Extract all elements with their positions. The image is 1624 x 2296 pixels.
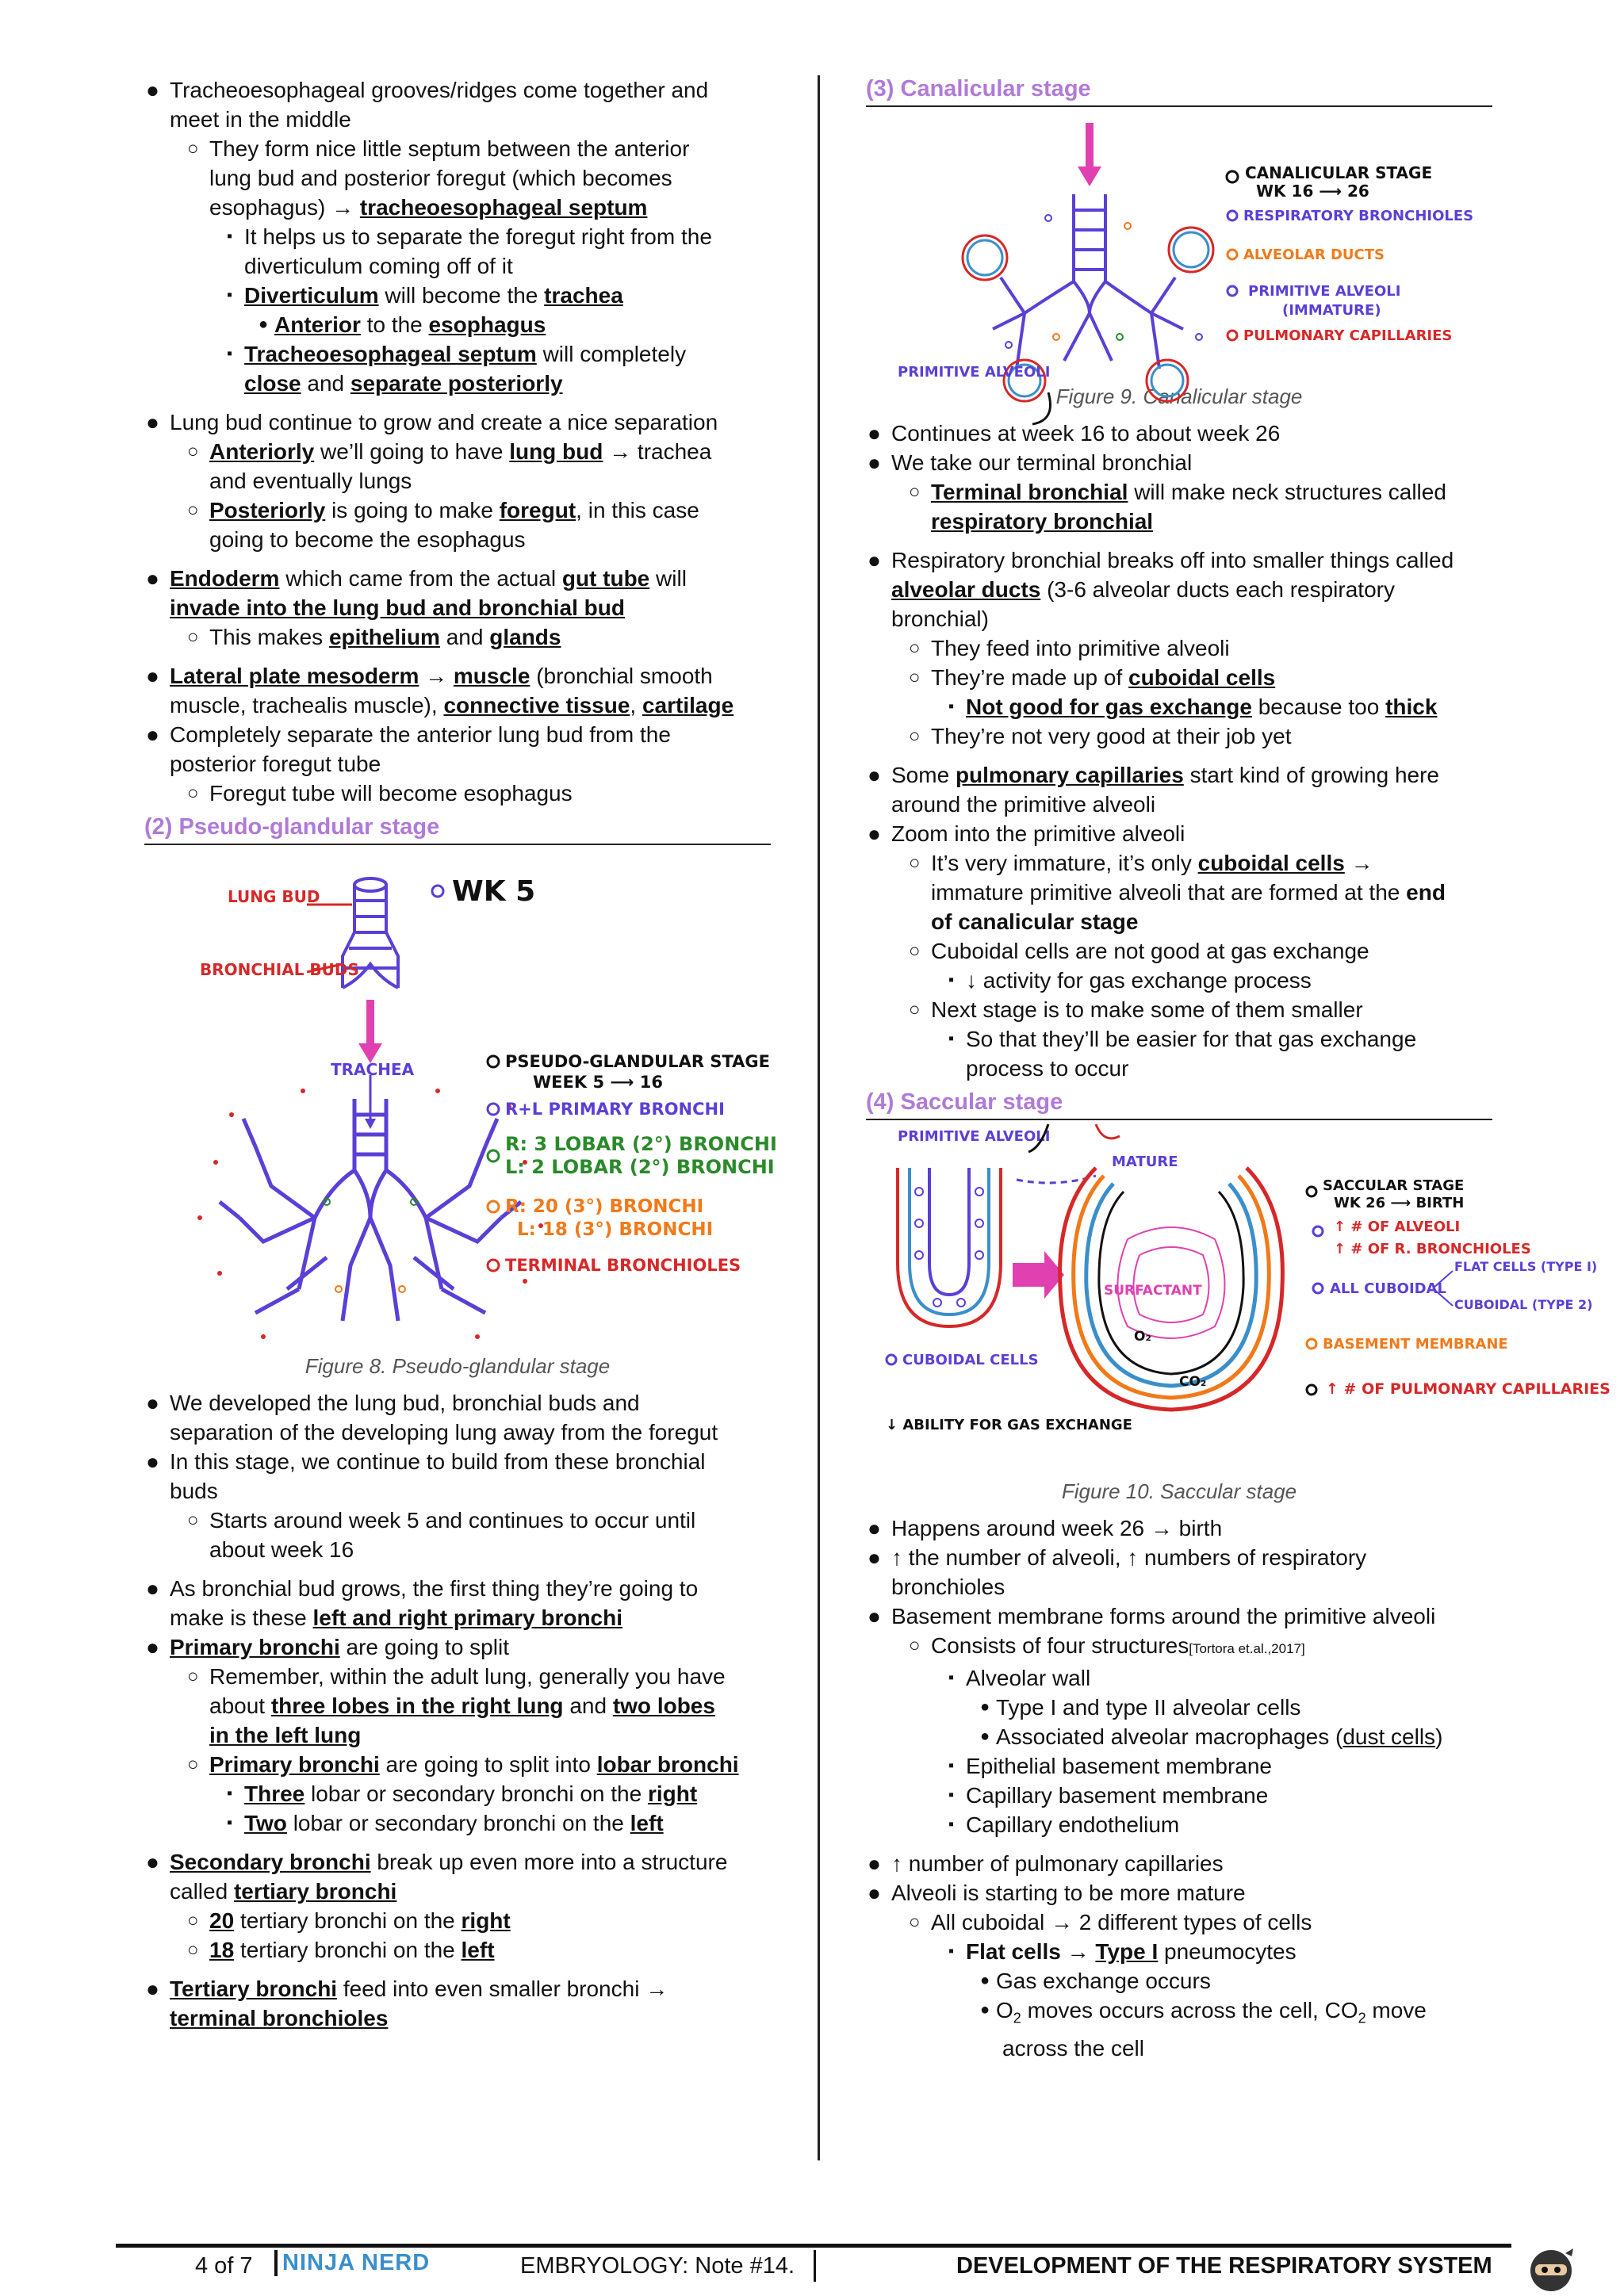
sub-cont: about week 16 (209, 1537, 354, 1562)
pseudoglandular-diagram (144, 845, 777, 1360)
sub-cont: going to become the esophagus (209, 527, 526, 552)
legend-tertiary-left: L: 18 (3°) BRONCHI (517, 1219, 714, 1240)
bullet-item: ● Tertiary bronchi feed into even smaller bronchi → (146, 1976, 668, 2001)
bullet-item: ● Lateral plate mesoderm → muscle (bronchial smooth (146, 664, 713, 688)
column-divider (818, 75, 820, 2160)
sub-cont: respiratory bronchial (931, 509, 1154, 534)
legend-weeks: WK 16 ⟶ 26 (1256, 182, 1369, 201)
legend-immature: (IMMATURE) (1282, 302, 1381, 319)
document-title: DEVELOPMENT OF THE RESPIRATORY SYSTEM (956, 2253, 1492, 2279)
bullet-item: ● As bronchial bud grows, the first thing they’re going to (146, 1576, 699, 1601)
sub-item: ○ It’s very immature, it’s only cuboidal cells → (909, 851, 1373, 875)
sub-item: ○ All cuboidal → 2 different types of cells (909, 1910, 1312, 1934)
subsub-item: ▪ Diverticulum will become the trachea (227, 283, 623, 308)
subsub-item: ▪ Capillary endothelium (948, 1812, 1180, 1837)
sub-item: ○ Remember, within the adult lung, generally you have (187, 1664, 726, 1689)
page-footer (116, 2244, 1591, 2283)
subsub-cont: process to occur (966, 1056, 1129, 1081)
sub-cont: lung bud and posterior foregut (which becomes (209, 166, 672, 190)
legend-stage: CANALICULAR STAGE (1245, 163, 1433, 182)
bullet-cont: separation of the developing lung away from the foregut (170, 1420, 718, 1445)
label-lung-bud: LUNG BUD (228, 887, 320, 906)
legend-lobar-left: L: 2 LOBAR (2°) BRONCHI (505, 1156, 775, 1178)
primitive-alveolus-drawing (898, 1168, 1001, 1326)
subsub-cont: close and separate posteriorly (244, 371, 563, 396)
sub-cont: in the left lung (209, 1723, 362, 1747)
bullet-item: ● Happens around week 26 → birth (868, 1516, 1223, 1540)
bullet-item: ● ↑ the number of alveoli, ↑ numbers of respiratory (868, 1545, 1367, 1570)
ninja-nerd-logo: NINJA NERD (274, 2250, 430, 2276)
note-label: EMBRYOLOGY: Note #14. (520, 2253, 795, 2279)
bullet-item: ● Endoderm which came from the actual gut tube will (146, 566, 687, 591)
bullet-item: ● Secondary bronchi break up even more into a structure (146, 1850, 728, 1874)
label-mature: MATURE (1112, 1154, 1178, 1170)
legend-pulmonary-capillaries: PULMONARY CAPILLARIES (1243, 327, 1453, 344)
bullet-cont: called tertiary bronchi (170, 1879, 397, 1904)
sub-item: ○ 18 tertiary bronchi on the left (187, 1938, 495, 1962)
bullet-cont: around the primitive alveoli (891, 792, 1156, 817)
bullet-cont: invade into the lung bud and bronchial bud (170, 595, 625, 620)
label-o2: O₂ (1134, 1329, 1151, 1345)
sub-item: ○ This makes epithelium and glands (187, 625, 561, 649)
legend-flat-cells: FLAT CELLS (TYPE I) (1454, 1259, 1598, 1274)
legend-cuboidal-type2: CUBOIDAL (TYPE 2) (1454, 1297, 1593, 1312)
sub-item: ○ Posteriorly is going to make foregut, in this case (187, 498, 699, 522)
label-cuboidal-cells: CUBOIDAL CELLS (902, 1352, 1039, 1368)
figure-saccular (866, 1120, 1611, 1481)
level4-item: ● Gas exchange occurs (980, 1969, 1211, 1993)
legend-tertiary-right: R: 20 (3°) BRONCHI (505, 1196, 704, 1217)
section-heading-saccular: (4) Saccular stage (866, 1089, 1492, 1120)
sub-item: ○ Terminal bronchial will make neck structures called (909, 480, 1446, 504)
level4-item: ● Associated alveolar macrophages (dust cells) (980, 1724, 1443, 1749)
bullet-cont: bronchioles (891, 1575, 1005, 1599)
figure-pseudoglandular (144, 845, 777, 1360)
footer-rule (116, 2244, 1511, 2248)
label-co2: CO₂ (1179, 1374, 1207, 1390)
legend-resp-bronchioles: RESPIRATORY BRONCHIOLES (1243, 208, 1474, 224)
sub-item: ○ They’re made up of cuboidal cells (909, 665, 1276, 690)
sub-item: ○ Anteriorly we’ll going to have lung bud → trachea (187, 439, 712, 464)
level4-item: ● Type I and type II alveolar cells (980, 1695, 1301, 1720)
bullet-cont: alveolar ducts (3-6 alveolar ducts each respiratory (891, 577, 1395, 602)
figure10-caption: Figure 10. Saccular stage (1061, 1479, 1297, 1503)
bullet-item: ● Alveoli is starting to be more mature (868, 1881, 1246, 1905)
legend-weeks: WK 26 ⟶ BIRTH (1334, 1195, 1465, 1211)
legend-pulmonary-capillaries: ↑ # OF PULMONARY CAPILLARIES (1326, 1380, 1611, 1398)
saccular-diagram (866, 1120, 1611, 1481)
footer-separator (814, 2250, 816, 2282)
label-surfactant: SURFACTANT (1104, 1283, 1202, 1299)
canalicular-tree-drawing (993, 194, 1183, 369)
subsub-item: ▪ So that they’ll be easier for that gas exchange (948, 1027, 1417, 1051)
legend-primitive-alveoli: PRIMITIVE ALVEOLI (1248, 283, 1401, 300)
bullet-item: ● Completely separate the anterior lung bud from the (146, 722, 671, 747)
sub-item: ○ Starts around week 5 and continues to occur until (187, 1508, 696, 1533)
section-heading-canalicular: (3) Canalicular stage (866, 76, 1492, 107)
level4-item: ● Anterior to the esophagus (259, 312, 546, 337)
canalicular-diagram (866, 107, 1492, 408)
figure8-caption: Figure 8. Pseudo-glandular stage (304, 1354, 611, 1378)
legend-stage: SACCULAR STAGE (1323, 1177, 1465, 1194)
sub-item: ○ 20 tertiary bronchi on the right (187, 1908, 511, 1933)
legend-weeks: WEEK 5 ⟶ 16 (533, 1073, 664, 1092)
left-column (144, 75, 777, 2033)
legend-lobar-right: R: 3 LOBAR (2°) BRONCHI (505, 1133, 777, 1155)
subsub-item: ▪ ↓ activity for gas exchange process (948, 968, 1312, 993)
bullet-cont: make is these left and right primary bronchi (170, 1605, 623, 1630)
subsub-item: ▪ Tracheoesophageal septum will completely (227, 342, 687, 366)
label-bronchial-buds: BRONCHIAL BUDS (200, 960, 359, 979)
label-primitive-alveoli: PRIMITIVE ALVEOLI (898, 1128, 1051, 1145)
sub-item: ○ Foregut tube will become esophagus (187, 781, 573, 806)
figure-canalicular (866, 107, 1492, 408)
page-number: 4 of 7 (195, 2253, 253, 2279)
sub-cont: esophagus) → tracheoesophageal septum (209, 195, 648, 220)
figure10-legend (1307, 1177, 1611, 1398)
legend-num-alveoli: ↑ # OF ALVEOLI (1334, 1219, 1461, 1235)
label-trachea: TRACHEA (331, 1060, 415, 1079)
section-heading-pseudoglandular: (2) Pseudo-glandular stage (144, 814, 771, 845)
bullet-cont: muscle, trachealis muscle), connective tissue, cartilage (170, 693, 734, 718)
bullet-item: ● In this stage, we continue to build from these bronchial (146, 1449, 706, 1474)
figure9-legend (1227, 163, 1473, 344)
bronchial-tree-drawing (220, 1099, 521, 1321)
legend-stage: PSEUDO-GLANDULAR STAGE (505, 1052, 771, 1071)
figure9-caption: Figure 9. Canalicular stage (1055, 385, 1303, 408)
subsub-item: ▪ Epithelial basement membrane (948, 1754, 1272, 1778)
subsub-item: ▪ Flat cells → Type I pneumocytes (948, 1939, 1297, 1964)
legend-num-bronchioles: ↑ # OF R. BRONCHIOLES (1334, 1241, 1531, 1257)
bullet-cont: meet in the middle (170, 107, 351, 132)
sub-item: ○ Consists of four structures[Tortora et.al.,2017] (909, 1633, 1305, 1658)
subsub-item: ▪ Capillary basement membrane (948, 1783, 1269, 1808)
sub-item: ○ They feed into primitive alveoli (909, 636, 1230, 660)
level4-item: ● $O_2$ moves occurs across the cell, $CO_2$ move (980, 1998, 1427, 2026)
bullet-item: ● ↑ number of pulmonary capillaries (868, 1851, 1224, 1876)
legend-all-cuboidal: ALL CUBOIDAL (1330, 1280, 1447, 1297)
sub-cont: and eventually lungs (209, 469, 412, 493)
subsub-item: ▪ Three lobar or secondary bronchi on the right (227, 1781, 698, 1806)
label-primitive-alveoli: PRIMITIVE ALVEOLI (898, 364, 1051, 381)
subsub-item: ▪ Alveolar wall (948, 1666, 1091, 1690)
sub-item: ○ Primary bronchi are going to split into lobar bronchi (187, 1752, 739, 1777)
subsub-item: ▪ It helps us to separate the foregut right from the (227, 224, 712, 249)
sub-item: ○ Next stage is to make some of them smaller (909, 997, 1363, 1022)
right-column (866, 76, 1611, 2063)
sub-cont: of canalicular stage (931, 909, 1139, 934)
bullet-item: ● Continues at week 16 to about week 26 (868, 421, 1281, 446)
label-gas-exchange: ↓ ABILITY FOR GAS EXCHANGE (886, 1417, 1132, 1433)
bullet-cont: posterior foregut tube (170, 752, 381, 776)
bullet-item: ● Tracheoesophageal grooves/ridges come together and (146, 78, 709, 102)
sub-item: ○ Cuboidal cells are not good at gas exchange (909, 939, 1369, 963)
bullet-item: ● Basement membrane forms around the primitive alveoli (868, 1604, 1436, 1628)
sub-item: ○ They’re not very good at their job yet (909, 724, 1292, 748)
bullet-cont: bronchial) (891, 607, 989, 631)
bullet-cont: buds (170, 1479, 218, 1503)
sub-item: ○ They form nice little septum between the anterior (187, 136, 690, 161)
legend-alveolar-ducts: ALVEOLAR DUCTS (1243, 247, 1385, 263)
label-week5: WK 5 (452, 875, 536, 908)
subsub-item: ▪ Not good for gas exchange because too thick (948, 695, 1438, 719)
legend-basement-membrane: BASEMENT MEMBRANE (1323, 1336, 1508, 1353)
bullet-cont: terminal bronchioles (170, 2006, 389, 2030)
subsub-item: ▪ Two lobar or secondary bronchi on the left (227, 1811, 664, 1835)
bullet-item: ● Lung bud continue to grow and create a nice separation (146, 410, 718, 434)
bullet-item: ● We take our terminal bronchial (868, 450, 1193, 475)
figure8-legend (488, 1052, 777, 1275)
ninja-icon (1527, 2245, 1575, 2293)
bullet-item: ● Some pulmonary capillaries start kind of growing here (868, 763, 1439, 787)
sub-cont: about three lobes in the right lung and two lobes (209, 1693, 715, 1718)
legend-terminal: TERMINAL BRONCHIOLES (505, 1256, 741, 1275)
bullet-item: ● We developed the lung bud, bronchial buds and (146, 1391, 640, 1415)
level4-cont: across the cell (1002, 2035, 1144, 2061)
subsub-cont: diverticulum coming off of it (244, 254, 513, 278)
bullet-item: ● Zoom into the primitive alveoli (868, 821, 1185, 846)
bullet-item: ● Primary bronchi are going to split (146, 1635, 509, 1659)
bullet-item: ● Respiratory bronchial breaks off into smaller things called (868, 548, 1454, 572)
legend-primary: R+L PRIMARY BRONCHI (505, 1100, 725, 1119)
sub-cont: immature primitive alveoli that are formed at the end (931, 880, 1446, 905)
